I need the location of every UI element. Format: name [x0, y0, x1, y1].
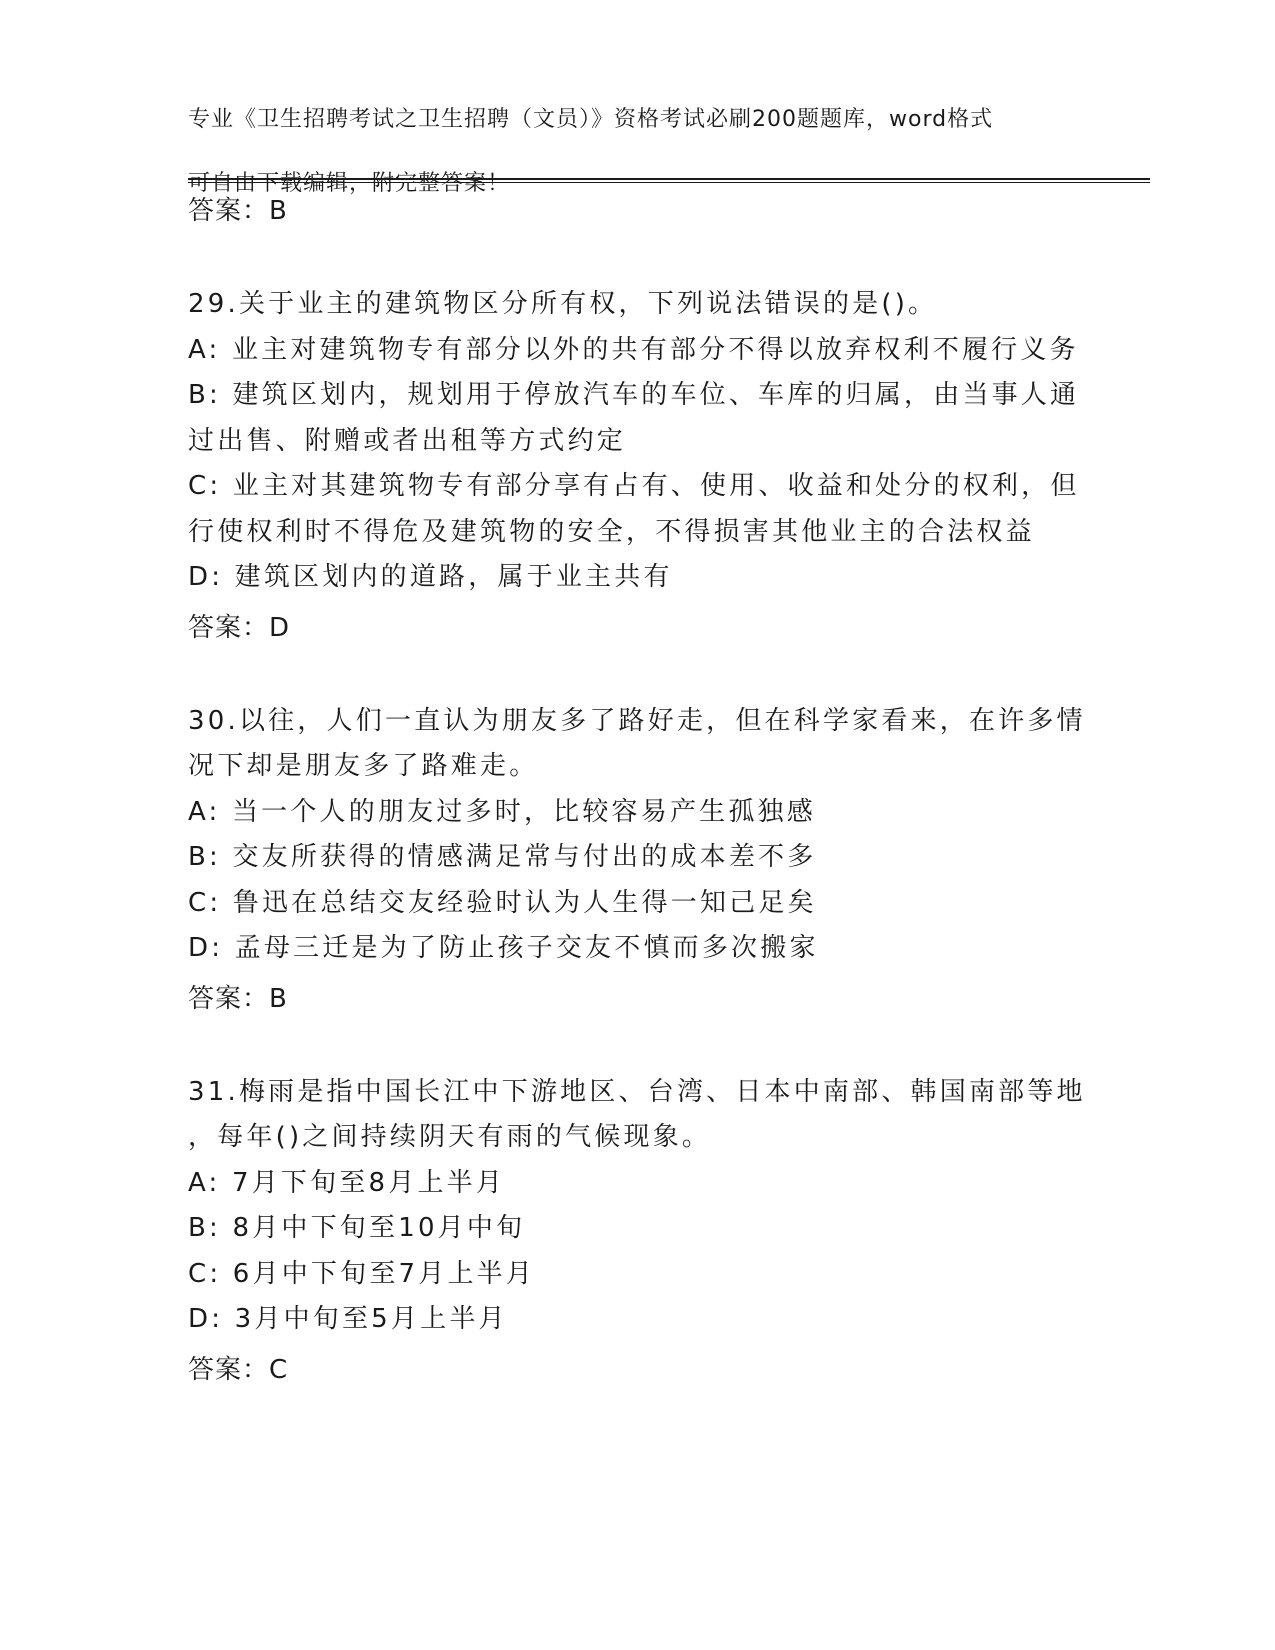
header-line-1: 专业《卫生招聘考试之卫生招聘（文员）》资格考试必刷200题题库，word格式: [188, 107, 994, 132]
question-30: [188, 699, 1088, 1022]
option-a: [188, 790, 1088, 836]
option-line: D: 孟母三迁是为了防止孩子交友不慎而多次搬家: [188, 933, 819, 963]
question-stem: 30.以往，人们一直认为朋友多了路好走，但在科学家看来，在许多情: [188, 705, 1086, 736]
answer: 答案：D: [188, 612, 291, 643]
option-line: A: 业主对建筑物专有部分以外的共有部分不得以放弃权利不履行义务: [188, 334, 1079, 365]
option-d: [188, 926, 1088, 972]
question-stem: 况下却是朋友多了路难走。: [188, 751, 539, 781]
question-list: [188, 188, 1088, 1393]
option-c: [188, 1252, 1088, 1298]
option-b: [188, 835, 1088, 881]
question-stem: ，每年()之间持续阴天有雨的气候现象。: [188, 1122, 712, 1152]
option-a: [188, 1161, 1088, 1207]
question-31: [188, 1070, 1088, 1393]
option-line: A: 7月下旬至8月上半月: [188, 1167, 506, 1198]
option-line: D: 3月中旬至5月上半月: [188, 1304, 508, 1334]
option-line: 过出售、附赠或者出租等方式约定: [188, 425, 627, 456]
option-line: B: 8月中下旬至10月中旬: [188, 1213, 526, 1243]
header-rule-thin: [188, 182, 1150, 183]
question-stem: 29.关于业主的建筑物区分所有权，下列说法错误的是()。: [188, 289, 938, 319]
option-line: D: 建筑区划内的道路，属于业主共有: [188, 562, 673, 592]
option-line: A: 当一个人的朋友过多时，比较容易产生孤独感: [188, 796, 816, 827]
answer: 答案：C: [188, 1354, 289, 1385]
option-line: C: 6月中下旬至7月上半月: [188, 1258, 536, 1289]
option-line: C: 业主对其建筑物专有部分享有占有、使用、收益和处分的权利，但: [188, 471, 1080, 501]
option-b: [188, 1206, 1088, 1252]
previous-answer: 答案：B: [188, 196, 288, 226]
option-line: B: 交友所获得的情感满足常与付出的成本差不多: [188, 842, 817, 872]
question-stem: 31.梅雨是指中国长江中下游地区、台湾、日本中南部、韩国南部等地: [188, 1076, 1086, 1107]
option-line: 行使权利时不得危及建筑物的安全，不得损害其他业主的合法权益: [188, 516, 1035, 547]
option-c: [188, 464, 1088, 555]
header-rule-thick: [188, 178, 1150, 180]
answer: 答案：B: [188, 983, 288, 1014]
option-line: B: 建筑区划内，规划用于停放汽车的车位、车库的归属，由当事人通: [188, 380, 1080, 410]
question-29: [188, 282, 1088, 651]
option-b: [188, 373, 1088, 464]
option-line: C: 鲁迅在总结交友经验时认为人生得一知己足矣: [188, 887, 817, 918]
header-line-2: 可自由下载编辑，附完整答案！: [188, 171, 511, 196]
option-c: [188, 881, 1088, 927]
option-d: [188, 555, 1088, 601]
option-a: [188, 328, 1088, 374]
option-d: [188, 1297, 1088, 1343]
